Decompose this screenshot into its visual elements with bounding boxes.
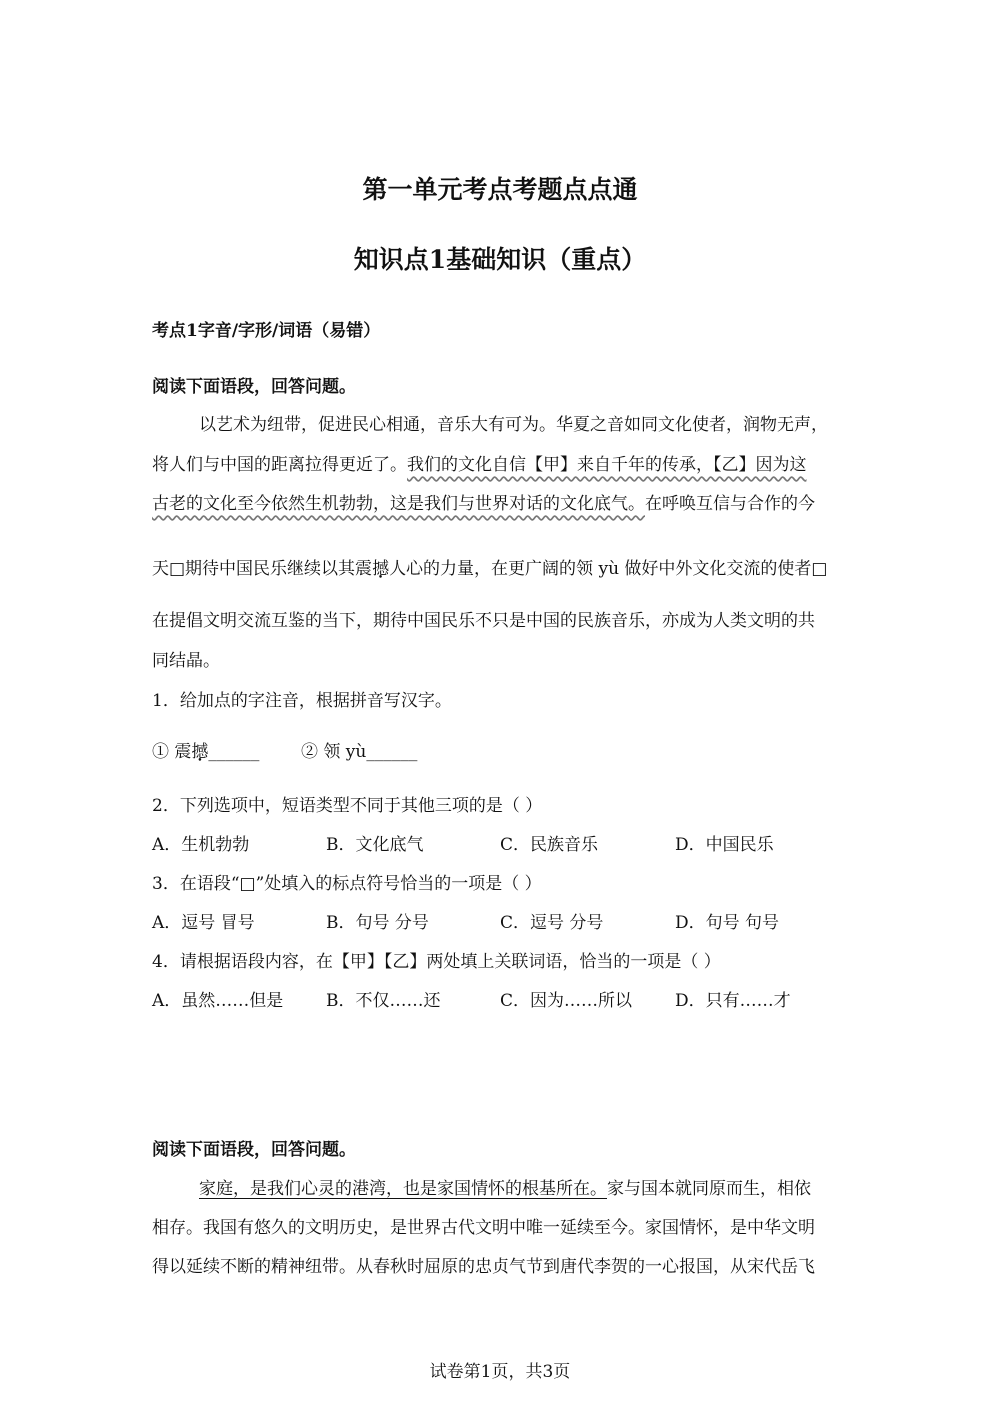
passage1-line4-text-a: 天□期待中国民乐继续以其震 (152, 559, 373, 579)
passage2-underlined-sentence: 家庭，是我们心灵的港湾，也是家国情怀的根基所在。 (199, 1179, 607, 1199)
passage2-line2: 相存。我国有悠久的文明历史，是世界古代文明中唯一延续至今。家国情怀，是中华文明 (152, 1218, 815, 1238)
passage1-line1: 以艺术为纽带，促进民心相通，音乐大有可为。华夏之音如同文化使者，润物无声， (199, 415, 828, 435)
document-title: 第一单元考点考题点点通 (362, 175, 638, 204)
question-1: 1．给加点的字注音，根据拼音写汉字。 (152, 691, 452, 711)
q3-option-d: D．句号 句号 (675, 913, 780, 933)
q3-option-b: B．句号 分号 (326, 913, 429, 933)
q4-option-a: A．虽然……但是 (152, 991, 284, 1011)
page-footer: 试卷第1页，共3页 (429, 1362, 571, 1382)
question-2: 2．下列选项中，短语类型不同于其他三项的是（ ） (152, 796, 543, 816)
q3-option-c: C．逗号 分号 (500, 913, 604, 933)
q4-option-d: D．只有……才 (675, 991, 791, 1011)
dotted-character: 撼 (372, 559, 390, 579)
q2-option-a: A．生机勃勃 (152, 835, 250, 855)
q1-blank1-label: ① 震 (152, 742, 192, 762)
passage1-intro: 阅读下面语段，回答问题。 (152, 377, 356, 397)
question-1-blank-1 (152, 737, 259, 762)
q4-option-b: B．不仅……还 (326, 991, 441, 1011)
passage1-line2 (152, 450, 807, 475)
passage1-line4-text-b: 人心的力量，在更广阔的领 yù 做好中外文化交流的使者□ (389, 559, 828, 579)
passage1-line5: 在提倡文明交流互鉴的当下，期待中国民乐不只是中国的民族音乐，亦成为人类文明的共 (152, 611, 815, 631)
q2-option-c: C．民族音乐 (500, 835, 599, 855)
passage2-intro: 阅读下面语段，回答问题。 (152, 1140, 356, 1160)
knowledge-point-title: 知识点1基础知识（重点） (353, 245, 647, 274)
passage1-line3-text: 在呼唤互信与合作的今 (645, 494, 815, 514)
question-4: 4．请根据语段内容，在【甲】【乙】两处填上关联词语，恰当的一项是（ ） (152, 952, 721, 972)
q2-option-d: D．中国民乐 (675, 835, 774, 855)
q1-dotted-character: 撼 (191, 742, 209, 762)
passage1-wavy-sentence-a: 我们的文化自信【甲】来自千年的传承，【乙】因为这 (407, 455, 807, 475)
section-heading: 考点1字音/字形/词语（易错） (152, 321, 381, 341)
passage2-line1-text: 家与国本就同原而生，相依 (607, 1179, 811, 1199)
q2-option-b: B．文化底气 (326, 835, 424, 855)
passage2-line1 (199, 1174, 811, 1199)
passage1-line2-text: 将人们与中国的距离拉得更近了。 (152, 455, 407, 475)
passage1-line4 (152, 554, 827, 579)
passage1-wavy-sentence-b: 古老的文化至今依然生机勃勃，这是我们与世界对话的文化底气。 (152, 494, 645, 514)
question-1-blank-2: ② 领 yù______ (301, 742, 418, 762)
passage1-line6: 同结晶。 (152, 651, 220, 671)
q1-blank1-line: ______ (208, 742, 260, 762)
q4-option-c: C．因为……所以 (500, 991, 633, 1011)
passage2-line3: 得以延续不断的精神纽带。从春秋时屈原的忠贞气节到唐代李贺的一心报国，从宋代岳飞 (152, 1257, 815, 1277)
q3-option-a: A．逗号 冒号 (152, 913, 255, 933)
passage1-line3 (152, 489, 815, 514)
question-3: 3．在语段“□”处填入的标点符号恰当的一项是（ ） (152, 874, 542, 894)
